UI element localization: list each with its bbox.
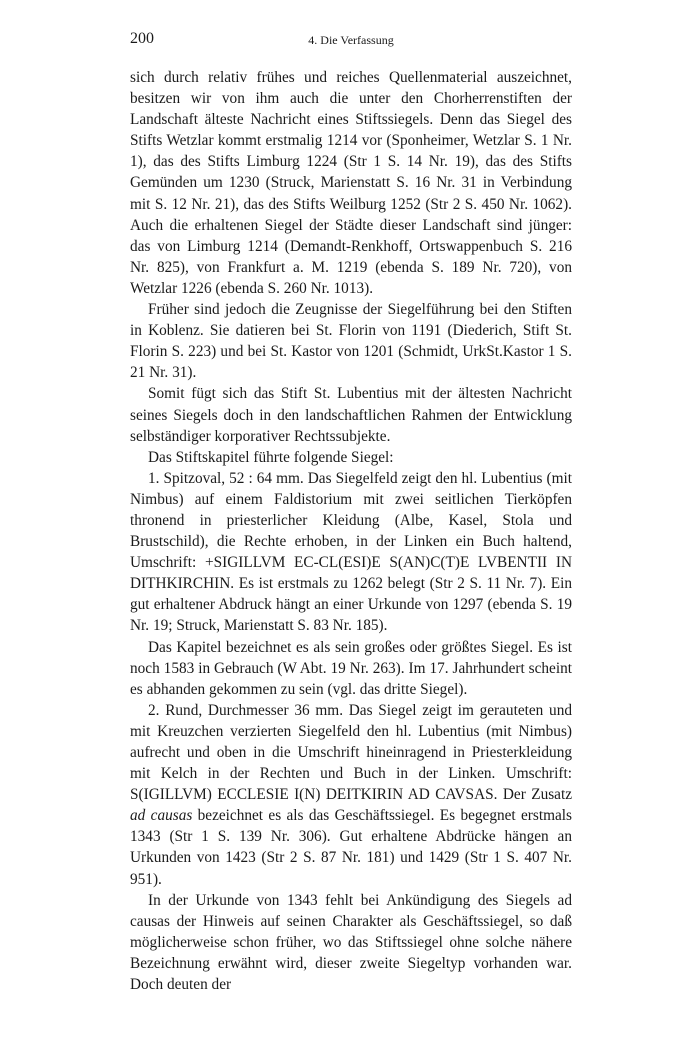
paragraph [130,447,572,468]
paragraph-text: Das Kapitel bezeichnet es als sein großes oder größtes Siegel. Es ist noch 1583 in Gebrauch (W Abt. 19 Nr. 263). Im 17. Jahrhundert scheint es abhanden gekommen zu sein (vgl. das dritte Siegel). [130,638,572,698]
paragraph-text: Das Stiftskapitel führte folgende Siegel: [148,448,394,466]
running-head: 4. Die Verfassung [308,33,394,47]
paragraph [130,700,572,890]
paragraph [130,890,572,995]
body-text [130,67,572,995]
paragraph-text: In der Urkunde von 1343 fehlt bei Ankündigung des Siegels ad causas der Hinweis auf seinen Charakter als Geschäftssiegel, so daß möglicherweise schon früher, wo das Stiftssiegel ohne solche nähere Bezeichnung erwähnt wird, dieser zweite Siegeltyp vorhanden war. Doch deuten der [130,891,572,994]
page-number: 200 [130,30,154,47]
page-header [130,30,572,54]
paragraph-text: 2. Rund, Durchmesser 36 mm. Das Siegel zeigt im gerauteten und mit Kreuzchen verzierten Siegelfeld den hl. Lubentius (mit Nimbus) aufrecht und oben in die Umschrift hineinragend in Priesterkleidung mit Kelch in der Rechten und Buch in der Linken. Umschrift: S(IGILLVM) ECCLESIE I(N) DEITKIRIN AD CAVSAS. Der Zusatz [130,701,572,804]
paragraph-text: 1. Spitzoval, 52 : 64 mm. Das Siegelfeld zeigt den hl. Lubentius (mit Nimbus) auf einem Faldistorium mit zwei seitlichen Tierköpfen thronend in priesterlicher Kleidung (Albe, Kasel, Stola und Brustschild), die Rechte erhoben, in der Linken ein Buch haltend, Umschrift: +SIGILLVM EC-CL(ESI)E S(AN)C(T)E LVBENTII IN DITHKIRCHIN. Es ist erstmals zu 1262 belegt (Str 2 S. 11 Nr. 7). Ein gut erhaltener Abdruck hängt an einer Urkunde von 1297 (ebenda S. 19 Nr. 19; Struck, Marienstatt S. 83 Nr. 185). [130,469,572,635]
paragraph-text: bezeichnet es als das Geschäftssiegel. Es begegnet erstmals 1343 (Str 1 S. 139 Nr. 306). Gut erhaltene Abdrücke hängen an Urkunden von 1423 (Str 2 S. 87 Nr. 181) und 1429 (Str 1 S. 407 Nr. 951). [130,807,572,888]
paragraph-text: Somit fügt sich das Stift St. Lubentius mit der ältesten Nachricht seines Siegels doch in den landschaftlichen Rahmen der Entwicklung selbständiger korporativer Rechtssubjekte. [130,385,572,445]
paragraph [130,468,572,637]
paragraph-text: Früher sind jedoch die Zeugnisse der Siegelführung bei den Stiften in Koblenz. Sie datieren bei St. Florin von 1191 (Diederich, Stift St. Florin S. 223) und bei St. Kastor von 1201 (Schmidt, UrkSt.Kastor 1 S. 21 Nr. 31). [130,301,572,382]
paragraph-text: sich durch relativ frühes und reiches Quellenmaterial auszeichnet, besitzen wir von ihm auch die unter den Chorherrenstiften der Landschaft älteste Nachricht eines Stiftssiegels. Denn das Siegel des Stifts Wetzlar kommt erstmalig 1214 vor (Sponheimer, Wetzlar S. 1 Nr. 1), das des Stifts Limburg 1224 (Str 1 S. 14 Nr. 19), das des Stifts Gemünden um 1230 (Struck, Marienstatt S. 16 Nr. 31 in Verbindung mit S. 12 Nr. 21), das des Stifts Weilburg 1252 (Str 2 S. 450 Nr. 1062). Auch die erhaltenen Siegel der Städte dieser Landschaft sind jünger: das von Limburg 1214 (Demandt-Renkhoff, Ortswappenbuch S. 216 Nr. 825), von Frankfurt a. M. 1219 (ebenda S. 189 Nr. 720), von Wetzlar 1226 (ebenda S. 260 Nr. 1013). [130,69,572,297]
paragraph [130,299,572,383]
italic-term: ad causas [130,807,193,825]
paragraph [130,67,572,299]
paragraph [130,383,572,446]
paragraph [130,637,572,700]
